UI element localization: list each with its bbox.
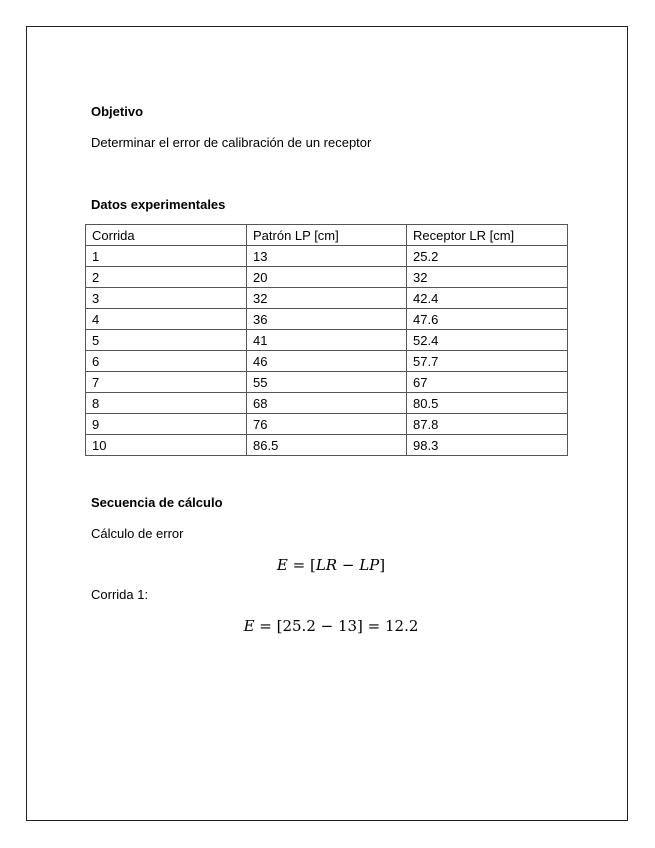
table-row — [86, 351, 568, 372]
formula-rhs: = [25.2 − 13] = 12.2 — [254, 617, 419, 635]
column-header: Receptor LR [cm] — [407, 225, 568, 246]
column-header: Corrida — [86, 225, 247, 246]
formula-close: ] — [379, 556, 386, 574]
table-row — [86, 372, 568, 393]
table-cell: 13 — [247, 246, 407, 267]
table-cell: 80.5 — [407, 393, 568, 414]
table-cell: 42.4 — [407, 288, 568, 309]
table-row — [86, 393, 568, 414]
table-row — [86, 414, 568, 435]
table-cell: 4 — [86, 309, 247, 330]
table-cell: 47.6 — [407, 309, 568, 330]
run-1-label: Corrida 1: — [91, 587, 149, 602]
table-cell: 6 — [86, 351, 247, 372]
document-page — [26, 26, 628, 821]
objective-text: Determinar el error de calibración de un receptor — [91, 135, 372, 150]
table-row — [86, 246, 568, 267]
table-cell: 87.8 — [407, 414, 568, 435]
formula-lhs: E — [276, 556, 288, 574]
table-cell: 10 — [86, 435, 247, 456]
error-calculation-label: Cálculo de error — [91, 526, 184, 541]
table-cell: 55 — [247, 372, 407, 393]
table-cell: 32 — [247, 288, 407, 309]
table-cell: 20 — [247, 267, 407, 288]
table-cell: 2 — [86, 267, 247, 288]
table-cell: 67 — [407, 372, 568, 393]
table-cell: 7 — [86, 372, 247, 393]
formula-var-lp: LP — [359, 556, 380, 574]
table-cell: 32 — [407, 267, 568, 288]
table-row — [86, 288, 568, 309]
table-cell: 68 — [247, 393, 407, 414]
table-cell: 25.2 — [407, 246, 568, 267]
table-row — [86, 435, 568, 456]
calculation-sequence-heading: Secuencia de cálculo — [91, 495, 223, 510]
table-row — [86, 309, 568, 330]
formula-minus: − — [337, 556, 360, 574]
table-cell: 41 — [247, 330, 407, 351]
table-row — [86, 330, 568, 351]
table-cell: 5 — [86, 330, 247, 351]
table-cell: 8 — [86, 393, 247, 414]
column-header: Patrón LP [cm] — [247, 225, 407, 246]
data-section-heading: Datos experimentales — [91, 197, 226, 212]
table-cell: 76 — [247, 414, 407, 435]
experimental-data-table — [85, 224, 568, 456]
formula-eq: = [ — [287, 556, 316, 574]
formula-var-lr: LR — [315, 556, 338, 574]
table-cell: 57.7 — [407, 351, 568, 372]
formula-lhs: E — [243, 617, 255, 635]
run-1-error-formula — [91, 617, 571, 635]
table-cell: 52.4 — [407, 330, 568, 351]
table-cell: 98.3 — [407, 435, 568, 456]
table-row — [86, 267, 568, 288]
general-error-formula — [91, 556, 571, 574]
table-cell: 3 — [86, 288, 247, 309]
table-cell: 36 — [247, 309, 407, 330]
table-cell: 1 — [86, 246, 247, 267]
table-cell: 9 — [86, 414, 247, 435]
table-header-row — [86, 225, 568, 246]
objective-heading: Objetivo — [91, 104, 144, 119]
table-cell: 86.5 — [247, 435, 407, 456]
table-cell: 46 — [247, 351, 407, 372]
